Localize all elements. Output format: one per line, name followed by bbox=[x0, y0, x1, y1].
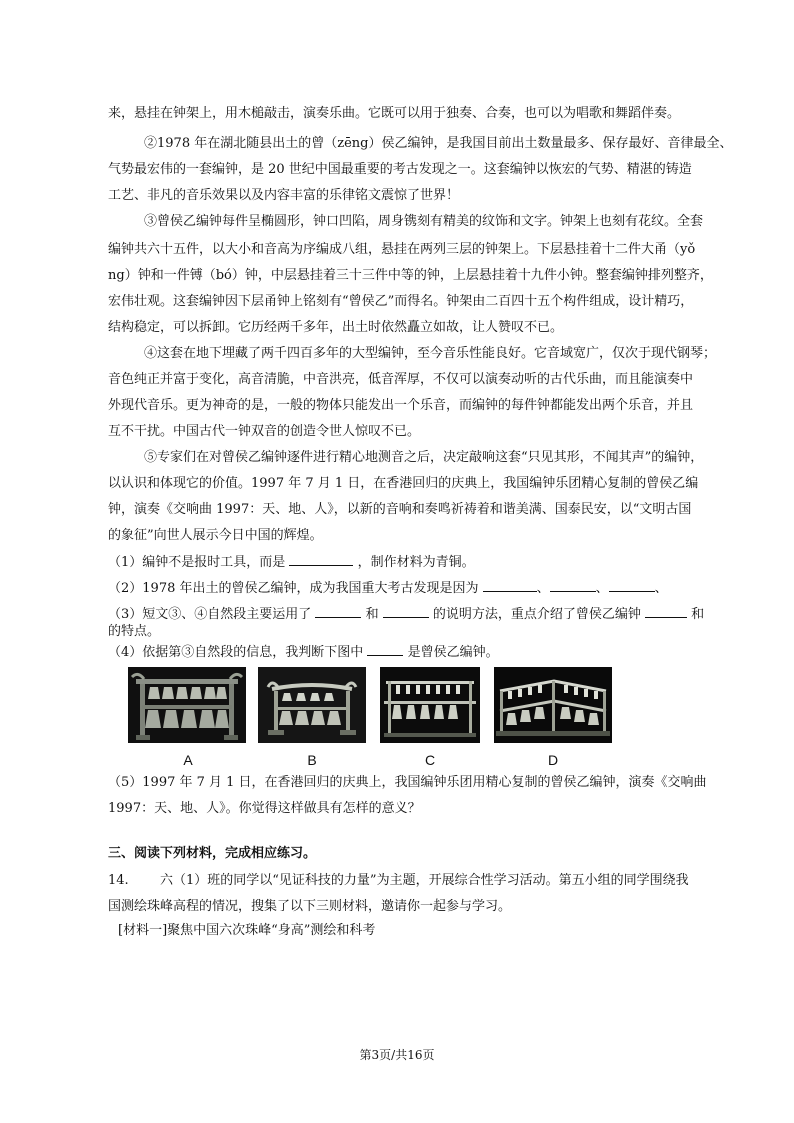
question-3-answer-blank-3[interactable] bbox=[645, 605, 687, 618]
question-3-text-a: （3）短文③、④自然段主要运用了 bbox=[108, 607, 312, 622]
question-1 bbox=[108, 553, 698, 572]
question-4-answer-blank[interactable] bbox=[367, 643, 403, 656]
paragraph-3-line-4: 宏伟壮观。这套编钟因下层甬钟上铭刻有“曾侯乙”而得名。钟架由二百四十五个构件组成，设计精巧， bbox=[108, 294, 694, 309]
paragraph-5-line-2: 以认识和体现它的价值。1997 年 7 月 1 日，在香港回归的庆典上，我国编钟乐团精心复制的曾侯乙编 bbox=[108, 476, 699, 491]
question-4 bbox=[108, 643, 698, 662]
question-1-answer-blank[interactable] bbox=[289, 553, 353, 566]
paragraph-5-line-4: 的象征”向世人展示今日中国的辉煌。 bbox=[108, 528, 323, 543]
paragraph-4-line-2: 音色纯正并富于变化，高音清脆，中音洪亮，低音浑厚，不仅可以演奏动听的古代乐曲，而且能演奏中 bbox=[108, 372, 694, 387]
paragraph-4-line-1: ④这套在地下埋藏了两千四百多年的大型编钟，至今音乐性能良好。它音域宽广，仅次于现代钢琴； bbox=[144, 346, 717, 361]
section-3-heading: 三、阅读下列材料，完成相应练习。 bbox=[108, 846, 317, 861]
separator: 、 bbox=[595, 581, 609, 596]
image-label-c: C bbox=[424, 752, 436, 768]
paragraph-4-line-3: 外现代音乐。更为神奇的是，一般的物体只能发出一个乐音，而编钟的每件钟都能发出两个乐音，并且 bbox=[108, 398, 694, 413]
paragraph-3-line-5: 结构稳定，可以拆卸。它历经两千多年，出土时依然矗立如故，让人赞叹不已。 bbox=[108, 320, 564, 335]
paragraph-2-line-3: 工艺、非凡的音乐效果以及内容丰富的乐律铭文震惊了世界！ bbox=[108, 188, 460, 203]
question-14-line-2: 国测绘珠峰高程的情况，搜集了以下三则材料，邀请你一起参与学习。 bbox=[108, 899, 512, 914]
separator: 、 bbox=[654, 581, 668, 596]
paragraph-1-tail: 来，悬挂在钟架上，用木槌敲击，演奏乐曲。它既可以用于独奏、合奏，也可以为唱歌和舞蹈伴奏。 bbox=[108, 106, 681, 121]
question-2-answer-blank-3[interactable] bbox=[609, 579, 655, 592]
paragraph-3-line-2: 编钟共六十五件，以大小和音高为序编成八组，悬挂在两列三层的钟架上。下层悬挂着十二件大甬（yǒ bbox=[108, 242, 696, 257]
paragraph-5-line-3: 钟，演奏《交响曲 1997：天、地、人》，以新的音响和奏鸣祈祷着和谐美满、国泰民安，以“文明古国 bbox=[108, 502, 692, 517]
image-label-b: B bbox=[307, 752, 317, 768]
question-14-number: 14. bbox=[108, 873, 129, 888]
question-3-answer-blank-1[interactable] bbox=[315, 605, 361, 618]
paragraph-3-line-3: ng）钟和一件镈（bó）钟，中层悬挂着三十三件中等的钟，上层悬挂着十九件小钟。整套编钟排列整齐， bbox=[108, 268, 713, 283]
page-footer: 第3页/共16页 bbox=[359, 1048, 435, 1062]
question-2 bbox=[108, 579, 698, 598]
material-1-title: [材料一]聚焦中国六次珠峰“身高”测绘和科考 bbox=[118, 923, 376, 938]
question-1-text-b: ，制作材料为青铜。 bbox=[357, 555, 475, 570]
question-4-text-b: 是曾侯乙编钟。 bbox=[407, 645, 499, 660]
bianzhong-image-b[interactable] bbox=[258, 667, 366, 743]
bianzhong-image-d[interactable] bbox=[494, 667, 612, 743]
image-label-a: A bbox=[183, 752, 193, 768]
paragraph-2-line-1: ②1978 年在湖北随县出土的曾（zēng）侯乙编钟，是我国目前出土数量最多、保存最好、音律最全、 bbox=[144, 136, 733, 151]
paragraph-3-line-1: ③曾侯乙编钟每件呈椭圆形，钟口凹陷，周身镌刻有精美的纹饰和文字。钟架上也刻有花纹。全套 bbox=[144, 214, 704, 229]
separator: 、 bbox=[536, 581, 550, 596]
question-3-line-2: 的特点。 bbox=[108, 624, 161, 639]
question-5-line-1: （5）1997 年 7 月 1 日，在香港回归的庆典上，我国编钟乐团用精心复制的曾侯乙编钟，演奏《交响曲 bbox=[108, 775, 707, 790]
question-1-text-a: （1）编钟不是报时工具，而是 bbox=[108, 555, 286, 570]
bianzhong-image-a[interactable] bbox=[128, 667, 246, 743]
bianzhong-image-c[interactable] bbox=[380, 667, 480, 743]
paragraph-4-line-4: 互不干扰。中国古代一钟双音的创造令世人惊叹不已。 bbox=[108, 424, 421, 439]
question-3-answer-blank-2[interactable] bbox=[383, 605, 429, 618]
question-2-answer-blank-2[interactable] bbox=[550, 579, 596, 592]
paragraph-2-line-2: 气势最宏伟的一套编钟，是 20 世纪中国最重要的考古发现之一。这套编钟以恢宏的气势、精湛的铸造 bbox=[108, 162, 692, 177]
image-label-d: D bbox=[547, 752, 559, 768]
question-3-text-d: 和 bbox=[691, 607, 705, 622]
question-2-text: （2）1978 年出土的曾侯乙编钟，成为我国重大考古发现是因为 bbox=[108, 581, 479, 596]
question-3-text-b: 和 bbox=[365, 607, 379, 622]
question-3 bbox=[108, 605, 705, 624]
paragraph-5-line-1: ⑤专家们在对曾侯乙编钟逐件进行精心地测音之后，决定敲响这套“只见其形，不闻其声”的编钟， bbox=[144, 450, 704, 465]
question-4-text-a: （4）依据第③自然段的信息，我判断下图中 bbox=[108, 645, 364, 660]
question-2-answer-blank-1[interactable] bbox=[483, 579, 537, 592]
question-14-line-1: 六（1）班的同学以“见证科技的力量”为主题，开展综合性学习活动。第五小组的同学围绕我 bbox=[160, 873, 689, 888]
question-5-line-2: 1997：天、地、人》。你觉得这样做具有怎样的意义？ bbox=[108, 801, 421, 816]
question-3-text-c: 的说明方法，重点介绍了曾侯乙编钟 bbox=[432, 607, 641, 622]
